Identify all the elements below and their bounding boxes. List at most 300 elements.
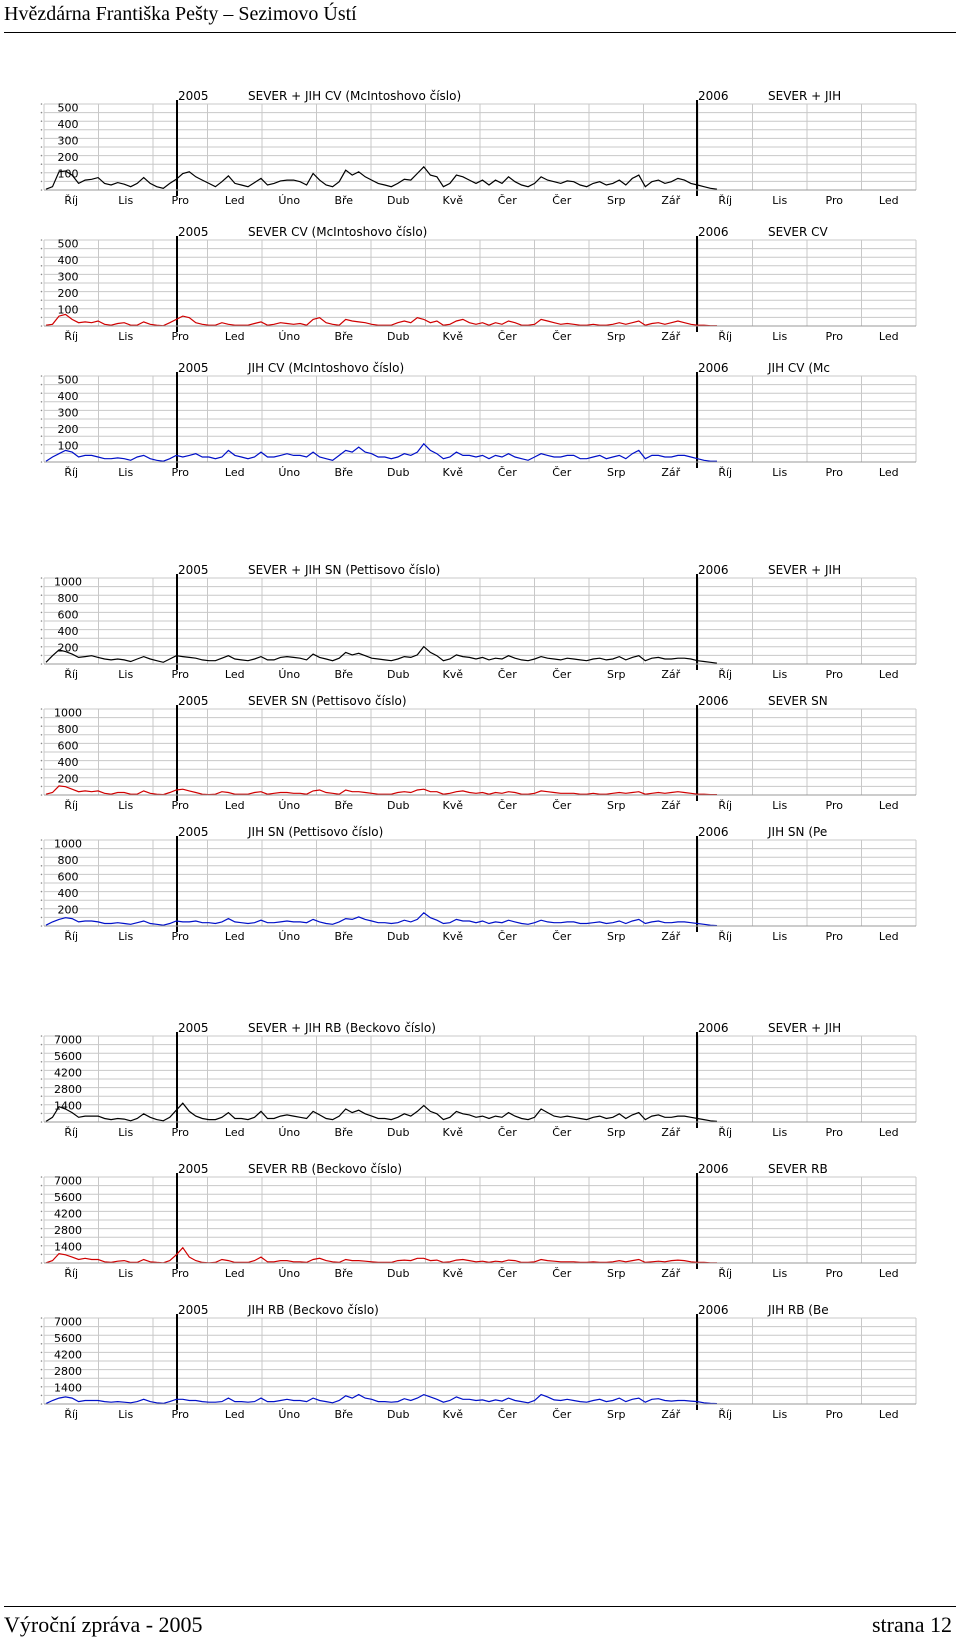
month-label: Říj [718, 668, 733, 681]
month-label: Pro [171, 1126, 189, 1139]
axis-dot [41, 299, 43, 301]
y-tick-label: 5600 [54, 1332, 82, 1346]
month-label: Čer [497, 330, 517, 343]
month-label: Říj [64, 1267, 79, 1280]
month-label: Pro [825, 1267, 843, 1280]
y-tick-label: 7000 [54, 1174, 82, 1188]
axis-dot [41, 760, 43, 762]
y-tick-label: 200 [57, 150, 79, 164]
grid-lines [41, 839, 916, 927]
axis-dot [41, 786, 43, 788]
axis-dot [41, 1403, 43, 1405]
footer-rule [4, 1606, 956, 1607]
chart-title-left: SEVER + JIH CV (McIntoshovo číslo) [248, 89, 462, 103]
month-label: Led [224, 466, 245, 479]
y-tick-label: 1000 [54, 706, 82, 720]
y-tick-label: 1400 [54, 1240, 82, 1254]
y-tick-label: 800 [57, 853, 79, 867]
axis-dot [41, 435, 43, 437]
series-line [46, 913, 717, 926]
series-line [46, 444, 717, 461]
footer-page-number: strana 12 [871, 1612, 952, 1637]
y-tick-label: 800 [57, 722, 79, 736]
grid-lines [41, 1035, 916, 1123]
month-label: Pro [171, 1267, 189, 1280]
axis-dot [41, 410, 43, 412]
month-label: Lis [772, 930, 788, 943]
month-label: Čer [497, 1267, 517, 1280]
month-label: Čer [552, 668, 572, 681]
footer-report-title: Výroční zpráva - 2005 [4, 1612, 203, 1637]
month-label: Říj [718, 330, 733, 343]
y-tick-label: 200 [57, 903, 79, 917]
axis-dot [41, 112, 43, 114]
month-label: Srp [607, 668, 626, 681]
axis-dot [41, 839, 43, 841]
axis-dot [41, 629, 43, 631]
axis-dot [41, 663, 43, 665]
month-label: Led [878, 1126, 899, 1139]
month-label: Srp [607, 799, 626, 812]
page-header [0, 0, 960, 36]
month-label: Pro [171, 466, 189, 479]
axis-dot [41, 1193, 43, 1195]
month-label: Čer [497, 799, 517, 812]
axis-dot [41, 646, 43, 648]
y-tick-label: 400 [57, 755, 79, 769]
axis-dot [41, 155, 43, 157]
month-label: Pro [171, 930, 189, 943]
month-label: Bře [334, 930, 354, 943]
chart-svg [40, 562, 920, 688]
month-label: Zář [661, 330, 681, 343]
axis-dot [41, 874, 43, 876]
y-tick-label: 300 [57, 270, 79, 284]
axis-dot [41, 577, 43, 579]
month-label: Říj [718, 466, 733, 479]
month-label: Pro [825, 930, 843, 943]
axis-dot [41, 1334, 43, 1336]
chart-title-left: SEVER SN (Pettisovo číslo) [248, 694, 407, 708]
axis-dot [41, 427, 43, 429]
y-tick-label: 7000 [54, 1033, 82, 1047]
month-label: Pro [171, 194, 189, 207]
axis-dot [41, 129, 43, 131]
axis-dot [41, 189, 43, 191]
chart-svg [40, 1020, 920, 1146]
month-label: Lis [118, 799, 134, 812]
axis-dot [41, 717, 43, 719]
axis-dot [41, 856, 43, 858]
month-label: Dub [387, 330, 410, 343]
axis-dot [41, 734, 43, 736]
chart-svg [40, 1302, 920, 1428]
axis-dot [41, 603, 43, 605]
year-label-left: 2005 [178, 694, 209, 708]
month-label: Čer [497, 668, 517, 681]
month-label: Říj [718, 1126, 733, 1139]
month-label: Led [878, 930, 899, 943]
month-label: Čer [497, 930, 517, 943]
month-label: Lis [772, 1126, 788, 1139]
axis-dot [41, 103, 43, 105]
month-label: Srp [607, 330, 626, 343]
axis-dot [41, 282, 43, 284]
month-label: Říj [64, 1126, 79, 1139]
month-label: Srp [607, 930, 626, 943]
month-label: Říj [64, 799, 79, 812]
y-tick-label: 200 [57, 772, 79, 786]
axis-dot [41, 743, 43, 745]
month-label: Bře [334, 1267, 354, 1280]
axis-dot [41, 274, 43, 276]
chart-title-left: JIH RB (Beckovo číslo) [248, 1303, 379, 1317]
chart-svg [40, 224, 920, 350]
month-label: Bře [334, 1408, 354, 1421]
month-label: Lis [772, 1408, 788, 1421]
axis-dot [41, 401, 43, 403]
y-tick-label: 1000 [54, 575, 82, 589]
month-label: Bře [334, 668, 354, 681]
month-label: Lis [118, 330, 134, 343]
month-label: Čer [552, 1267, 572, 1280]
y-tick-label: 1000 [54, 837, 82, 851]
month-label: Čer [552, 1126, 572, 1139]
axis-dot [41, 594, 43, 596]
chart-title-left: SEVER CV (McIntoshovo číslo) [248, 225, 428, 239]
year-label-left: 2005 [178, 1021, 209, 1035]
month-label: Led [224, 930, 245, 943]
month-label: Říj [64, 930, 79, 943]
axis-dot [41, 444, 43, 446]
axis-dot [41, 1254, 43, 1256]
year-label-left: 2005 [178, 563, 209, 577]
month-label: Pro [825, 1126, 843, 1139]
axis-dot [41, 1236, 43, 1238]
axis-dot [41, 248, 43, 250]
axis-dot [41, 1202, 43, 1204]
month-label: Kvě [442, 466, 463, 479]
month-label: Úno [278, 194, 301, 207]
month-label: Lis [118, 1126, 134, 1139]
axis-dot [41, 637, 43, 639]
month-label: Čer [497, 1126, 517, 1139]
chart-title-left: JIH CV (McIntoshovo číslo) [248, 361, 405, 375]
month-label: Úno [278, 799, 301, 812]
chart-title-right: JIH SN (Pe [768, 825, 828, 839]
axis-dot [41, 239, 43, 241]
month-label: Čer [552, 466, 572, 479]
month-label: Pro [825, 1408, 843, 1421]
axis-dot [41, 375, 43, 377]
axis-dot [41, 461, 43, 463]
month-label: Lis [118, 1408, 134, 1421]
axis-dot [41, 725, 43, 727]
chart-title-right: SEVER + JIH [768, 1021, 842, 1035]
month-label: Zář [661, 194, 681, 207]
grid-lines [41, 1317, 916, 1405]
axis-dot [41, 1185, 43, 1187]
month-label: Úno [278, 466, 301, 479]
month-label: Pro [825, 466, 843, 479]
grid-lines [41, 577, 916, 665]
month-label: Kvě [442, 799, 463, 812]
axis-dot [41, 1078, 43, 1080]
y-tick-label: 2800 [54, 1083, 82, 1097]
axis-dot [41, 612, 43, 614]
year-label-right: 2006 [698, 225, 729, 239]
month-label: Led [878, 668, 899, 681]
y-tick-label: 600 [57, 608, 79, 622]
month-label: Úno [278, 668, 301, 681]
axis-dot [41, 384, 43, 386]
month-label: Srp [607, 194, 626, 207]
month-label: Říj [64, 1408, 79, 1421]
chart-title-left: SEVER + JIH RB (Beckovo číslo) [248, 1021, 436, 1035]
y-tick-label: 300 [57, 134, 79, 148]
month-label: Bře [334, 799, 354, 812]
year-label-right: 2006 [698, 1162, 729, 1176]
axis-dot [41, 1121, 43, 1123]
axis-dot [41, 1061, 43, 1063]
axis-dot [41, 751, 43, 753]
header-title: Hvězdárna Františka Pešty – Sezimovo Ústí [4, 3, 357, 25]
month-label: Led [878, 466, 899, 479]
axis-dot [41, 1262, 43, 1264]
month-label: Dub [387, 1408, 410, 1421]
month-label: Dub [387, 930, 410, 943]
month-label: Lis [118, 466, 134, 479]
month-label: Led [224, 1267, 245, 1280]
y-tick-label: 5600 [54, 1191, 82, 1205]
chart-panel-rb-combined [40, 1020, 920, 1146]
month-label: Bře [334, 466, 354, 479]
axis-dot [41, 392, 43, 394]
axis-dot [41, 1113, 43, 1115]
y-tick-label: 200 [57, 641, 79, 655]
month-label: Srp [607, 1408, 626, 1421]
axis-dot [41, 882, 43, 884]
month-label: Led [878, 799, 899, 812]
chart-panel-sn-south [40, 824, 920, 950]
year-label-right: 2006 [698, 694, 729, 708]
axis-dot [41, 1104, 43, 1106]
month-label: Lis [118, 668, 134, 681]
month-label: Lis [772, 1267, 788, 1280]
month-label: Čer [552, 799, 572, 812]
month-label: Říj [718, 1267, 733, 1280]
axis-dot [41, 163, 43, 165]
chart-title-left: JIH SN (Pettisovo číslo) [248, 825, 384, 839]
grid-lines [41, 239, 916, 327]
y-tick-label: 400 [57, 886, 79, 900]
year-label-right: 2006 [698, 1021, 729, 1035]
axis-dot [41, 325, 43, 327]
axis-dot [41, 181, 43, 183]
y-tick-label: 400 [57, 389, 79, 403]
month-label: Čer [497, 1408, 517, 1421]
chart-panel-rb-south [40, 1302, 920, 1428]
axis-dot [41, 1245, 43, 1247]
axis-dot [41, 620, 43, 622]
y-tick-label: 400 [57, 253, 79, 267]
y-tick-label: 7000 [54, 1315, 82, 1329]
month-label: Říj [64, 466, 79, 479]
axis-dot [41, 1035, 43, 1037]
y-tick-label: 500 [57, 373, 79, 387]
month-label: Lis [772, 330, 788, 343]
chart-svg [40, 693, 920, 819]
y-tick-label: 600 [57, 739, 79, 753]
axis-dot [41, 865, 43, 867]
chart-title-right: JIH CV (Mc [768, 361, 830, 375]
axis-dot [41, 146, 43, 148]
chart-title-right: SEVER RB [768, 1162, 828, 1176]
chart-title-right: SEVER CV [768, 225, 828, 239]
month-label: Čer [552, 330, 572, 343]
month-label: Bře [334, 330, 354, 343]
chart-panel-sn-combined [40, 562, 920, 688]
month-label: Říj [64, 330, 79, 343]
chart-svg [40, 360, 920, 486]
series-line [46, 167, 717, 189]
axis-dot [41, 1095, 43, 1097]
axis-dot [41, 925, 43, 927]
axis-dot [41, 172, 43, 174]
y-tick-label: 200 [57, 422, 79, 436]
series-line [46, 314, 717, 325]
month-label: Led [878, 330, 899, 343]
month-label: Lis [118, 930, 134, 943]
axis-dot [41, 1369, 43, 1371]
month-label: Říj [718, 799, 733, 812]
y-tick-label: 2800 [54, 1365, 82, 1379]
month-label: Led [878, 1267, 899, 1280]
header-rule [4, 32, 956, 33]
month-label: Kvě [442, 668, 463, 681]
grid-lines [41, 708, 916, 796]
y-tick-label: 100 [57, 167, 79, 181]
axis-dot [41, 1052, 43, 1054]
series-line [46, 1248, 717, 1263]
year-label-left: 2005 [178, 361, 209, 375]
grid-lines [41, 103, 916, 191]
month-label: Čer [552, 1408, 572, 1421]
month-label: Led [224, 1126, 245, 1139]
month-label: Dub [387, 668, 410, 681]
series-line [46, 786, 717, 795]
axis-dot [41, 308, 43, 310]
chart-panel-cv-north [40, 224, 920, 350]
axis-dot [41, 655, 43, 657]
axis-dot [41, 1211, 43, 1213]
month-label: Říj [718, 930, 733, 943]
month-label: Lis [118, 194, 134, 207]
axis-dot [41, 138, 43, 140]
year-label-right: 2006 [698, 563, 729, 577]
y-tick-label: 300 [57, 406, 79, 420]
axis-dot [41, 1326, 43, 1328]
axis-dot [41, 1386, 43, 1388]
y-tick-label: 400 [57, 624, 79, 638]
month-label: Dub [387, 466, 410, 479]
chart-panel-sn-north [40, 693, 920, 819]
month-label: Pro [825, 668, 843, 681]
y-tick-label: 100 [57, 303, 79, 317]
month-label: Led [224, 330, 245, 343]
axis-dot [41, 1219, 43, 1221]
chart-svg [40, 88, 920, 214]
year-label-right: 2006 [698, 361, 729, 375]
series-line [46, 1103, 717, 1121]
month-label: Dub [387, 1267, 410, 1280]
month-label: Zář [661, 1267, 681, 1280]
axis-dot [41, 586, 43, 588]
month-label: Kvě [442, 194, 463, 207]
y-tick-label: 500 [57, 237, 79, 251]
grid-lines [41, 1176, 916, 1264]
axis-dot [41, 1360, 43, 1362]
month-label: Dub [387, 194, 410, 207]
axis-dot [41, 1343, 43, 1345]
y-tick-label: 400 [57, 117, 79, 131]
page-footer [0, 1600, 960, 1642]
month-label: Lis [772, 194, 788, 207]
month-label: Dub [387, 799, 410, 812]
axis-dot [41, 1395, 43, 1397]
month-label: Říj [718, 194, 733, 207]
axis-dot [41, 1087, 43, 1089]
month-label: Kvě [442, 1408, 463, 1421]
month-label: Pro [171, 330, 189, 343]
chart-panel-rb-north [40, 1161, 920, 1287]
axis-dot [41, 899, 43, 901]
month-label: Zář [661, 1408, 681, 1421]
y-tick-label: 5600 [54, 1050, 82, 1064]
month-label: Lis [118, 1267, 134, 1280]
month-label: Led [224, 1408, 245, 1421]
year-label-left: 2005 [178, 225, 209, 239]
month-label: Zář [661, 1126, 681, 1139]
month-label: Lis [772, 668, 788, 681]
month-label: Kvě [442, 1126, 463, 1139]
chart-svg [40, 1161, 920, 1287]
y-tick-label: 500 [57, 101, 79, 115]
axis-dot [41, 1377, 43, 1379]
year-label-left: 2005 [178, 825, 209, 839]
axis-dot [41, 256, 43, 258]
axis-dot [41, 265, 43, 267]
month-label: Pro [171, 799, 189, 812]
year-label-left: 2005 [178, 89, 209, 103]
axis-dot [41, 1176, 43, 1178]
y-tick-label: 2800 [54, 1224, 82, 1238]
month-label: Pro [171, 1408, 189, 1421]
y-tick-label: 1400 [54, 1099, 82, 1113]
month-label: Zář [661, 799, 681, 812]
month-label: Říj [64, 668, 79, 681]
month-label: Čer [497, 466, 517, 479]
grid-lines [41, 375, 916, 463]
axis-dot [41, 291, 43, 293]
chart-title-left: SEVER + JIH SN (Pettisovo číslo) [248, 563, 441, 577]
month-label: Srp [607, 1267, 626, 1280]
month-label: Říj [718, 1408, 733, 1421]
month-label: Led [224, 194, 245, 207]
month-label: Bře [334, 194, 354, 207]
year-label-left: 2005 [178, 1162, 209, 1176]
y-tick-label: 200 [57, 286, 79, 300]
